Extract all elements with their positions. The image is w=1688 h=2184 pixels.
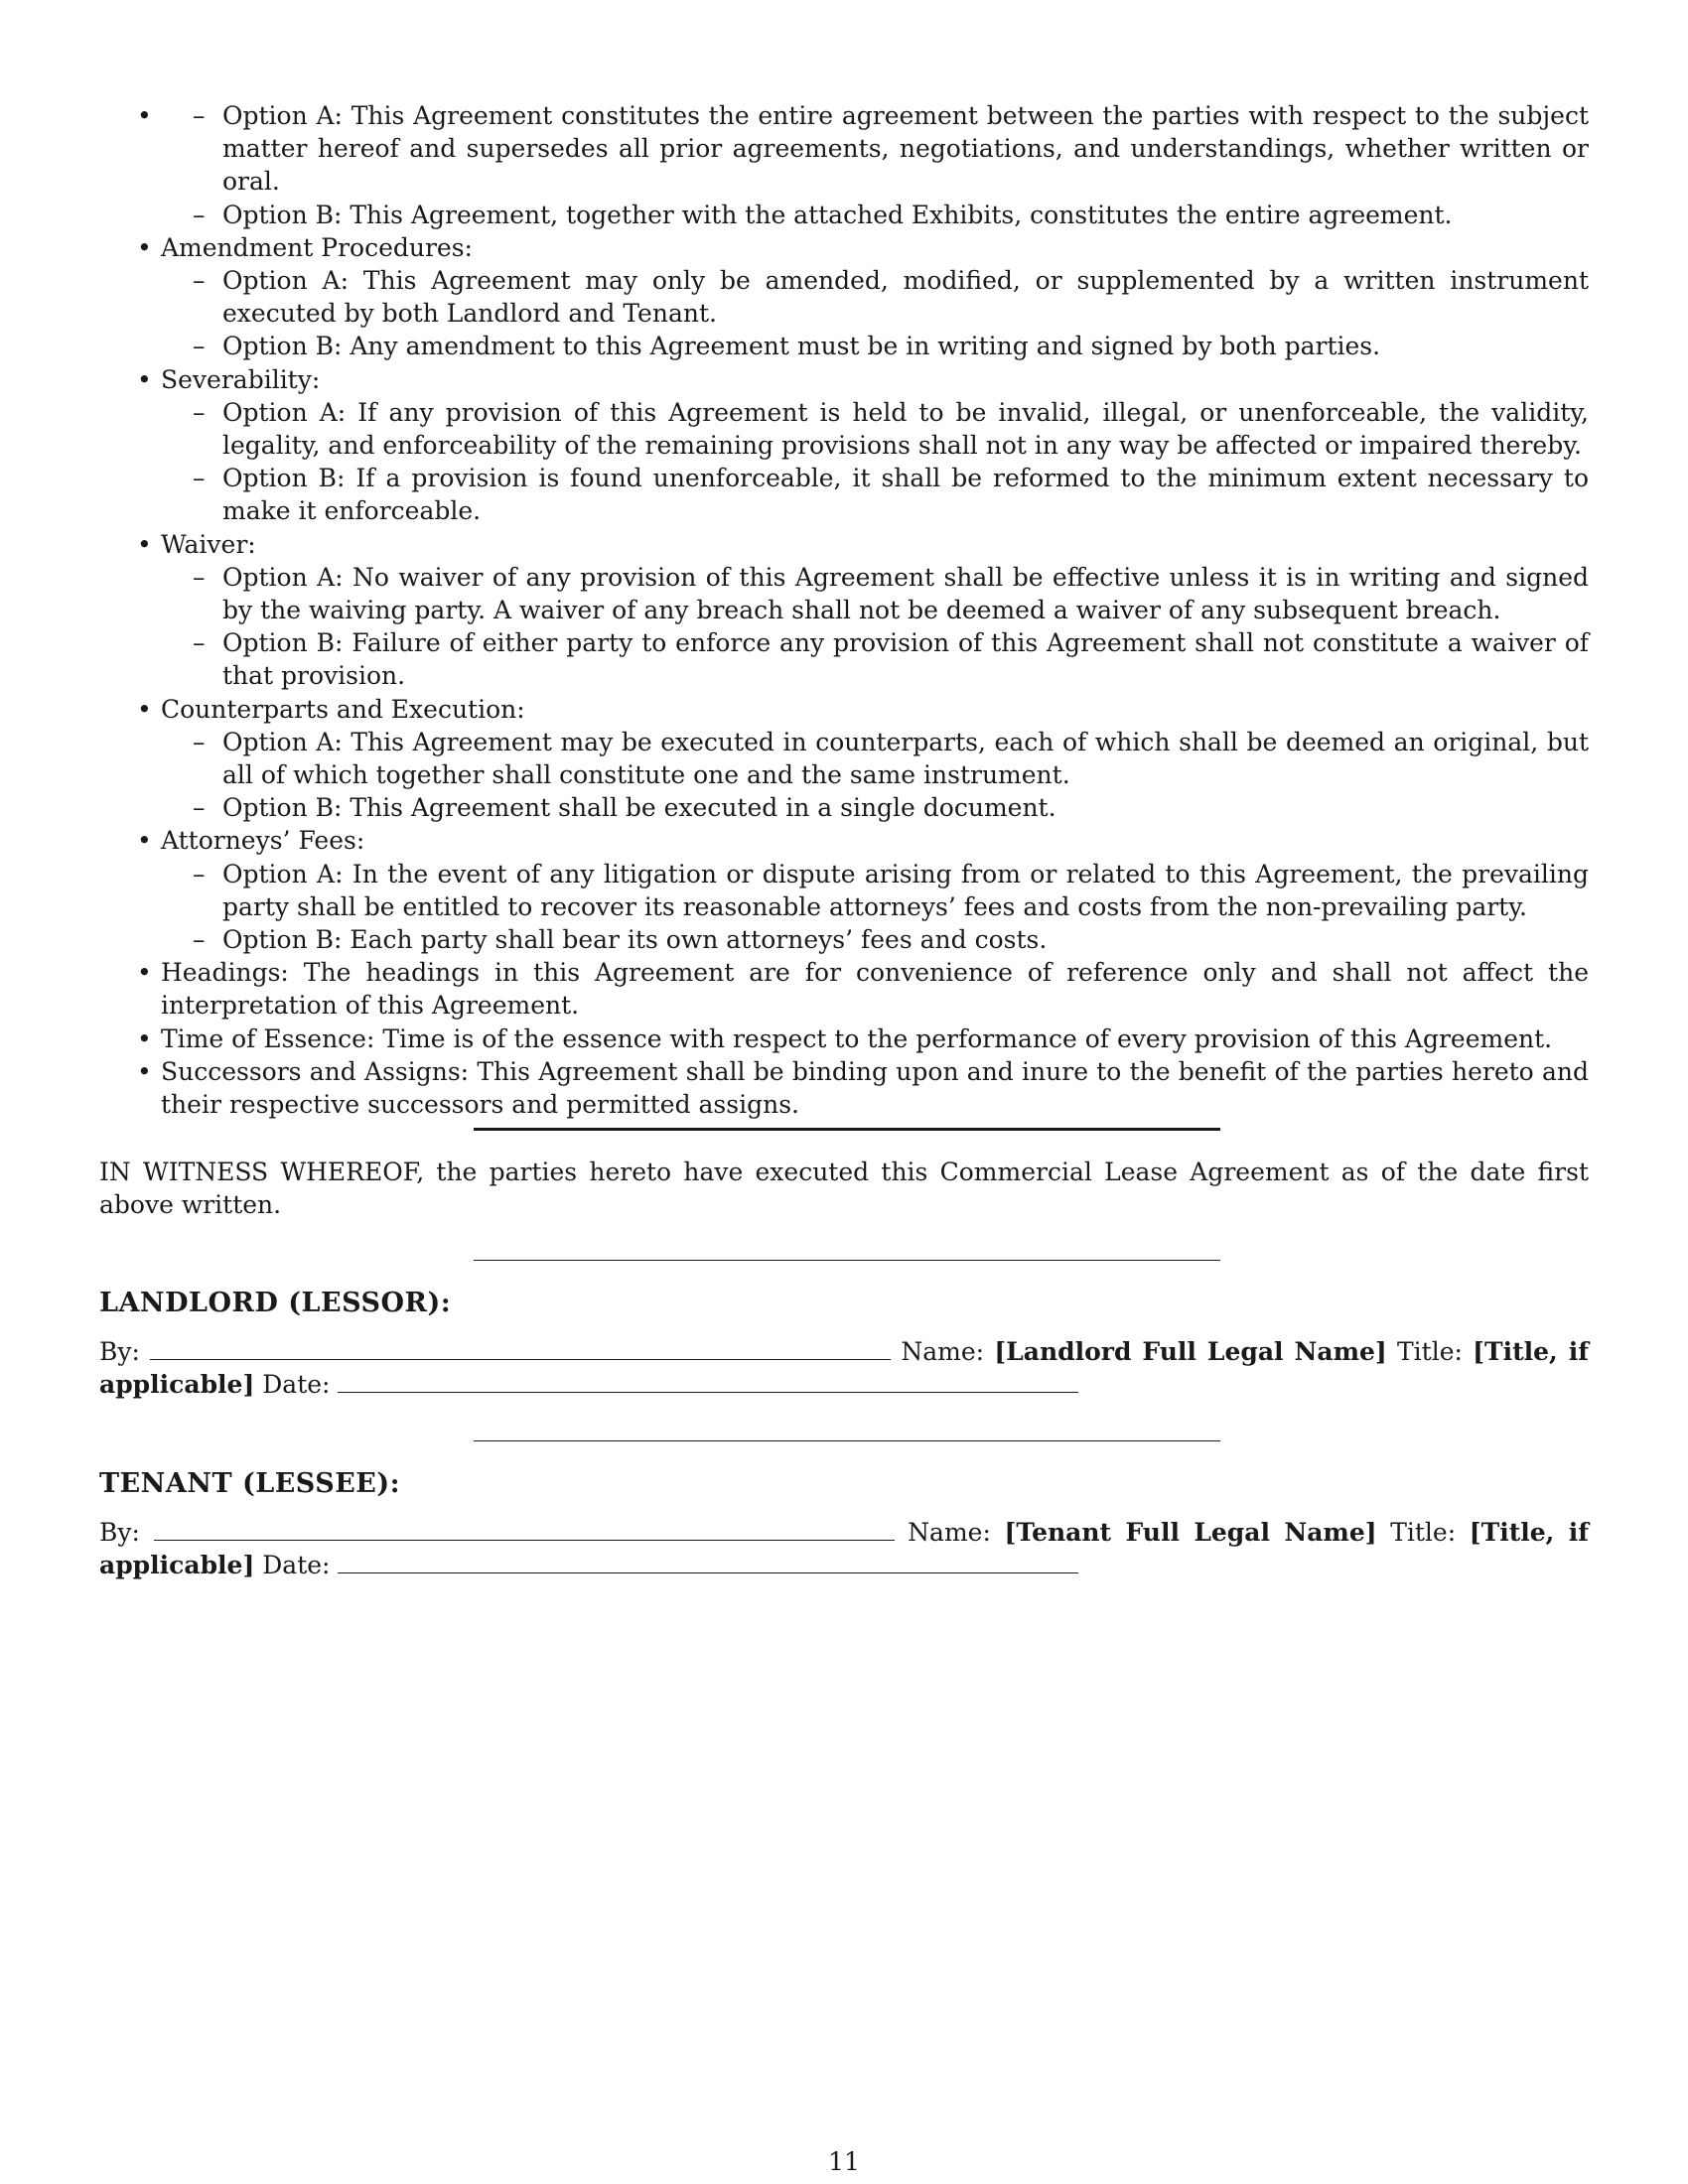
witness-statement: IN WITNESS WHEREOF, the parties hereto have executed this Commercial Lease Agreement as of the date first above written. [99,1158,1589,1220]
clause-options [161,396,1589,528]
clause-attorneys-fees [161,824,1589,956]
section-divider [474,1128,1220,1131]
date-line[interactable] [338,1370,1078,1393]
clause-severability [161,363,1589,528]
clause-options [161,99,1589,231]
option-a: – Option A: If any provision of this Agreement is held to be invalid, illegal, or unenforceable, the validity, legality, and enforceability of the remaining provisions shall not in any way be affected or impaired thereby. [222,396,1589,462]
tenant-name: [Tenant Full Legal Name] [1004,1518,1377,1547]
clause-label: Counterparts and Execution: [161,694,525,724]
clause-entire-agreement [161,99,1589,231]
signature-divider [474,1440,1220,1441]
by-label: By: [99,1337,140,1366]
clause-options [161,726,1589,825]
tenant-title: [Title, if applicable] [99,1518,1589,1580]
signature-line[interactable] [150,1337,891,1360]
signature-line[interactable] [154,1518,895,1541]
clause-label: Attorneys’ Fees: [161,826,365,856]
clause-list [99,99,1589,1121]
clause-options [161,561,1589,693]
clause-options [161,264,1589,363]
name-label: Name: [901,1337,985,1366]
name-label: Name: [908,1518,991,1547]
option-b: – Option B: Any amendment to this Agreement must be in writing and signed by both parties. [222,330,1589,362]
date-label: Date: [262,1551,331,1580]
landlord-name: [Landlord Full Legal Name] [994,1337,1387,1366]
option-b: – Option B: If a provision is found unenforceable, it shall be reformed to the minimum extent necessary to make it enforceable. [222,462,1589,527]
landlord-title: [Title, if applicable] [99,1337,1589,1400]
clause-list-container [99,99,1589,1121]
option-b: – Option B: This Agreement, together with the attached Exhibits, constitutes the entire agreement. [222,199,1589,231]
option-a: – • Option A: This Agreement constitutes the entire agreement between the parties with respect to the subject matter hereof and supersedes all prior agreements, negotiations, and understandings, whether written or oral. [222,99,1589,199]
option-a: – Option A: In the event of any litigation or dispute arising from or related to this Agreement, the prevailing party shall be entitled to recover its reasonable attorneys’ fees and costs from the non-prevailing party. [222,858,1589,923]
page-number: 11 [828,2147,860,2176]
clause-options [161,858,1589,957]
clause-successors: • Successors and Assigns: This Agreement shall be binding upon and inure to the benefit of the parties hereto and their respective successors and permitted assigns. [161,1055,1589,1121]
clause-label: Waiver: [161,529,256,559]
tenant-signature-block [99,1516,1589,1581]
option-b: – Option B: This Agreement shall be executed in a single document. [222,791,1589,824]
signature-divider [474,1260,1220,1261]
date-line[interactable] [338,1551,1078,1573]
date-label: Date: [262,1370,331,1400]
option-a: – Option A: No waiver of any provision of this Agreement shall be effective unless it is in writing and signed by the waiving party. A waiver of any breach shall not be deemed a waiver of any subsequent breach. [222,561,1589,626]
option-a: – Option A: This Agreement may only be amended, modified, or supplemented by a written instrument executed by both Landlord and Tenant. [222,264,1589,330]
clause-label: Severability: [161,364,321,394]
title-label: Title: [1397,1337,1463,1366]
clause-waiver [161,528,1589,693]
clause-amendment [161,231,1589,363]
clause-counterparts [161,693,1589,825]
landlord-heading: LANDLORD (LESSOR): [99,1288,452,1318]
clause-label: Amendment Procedures: [161,232,473,262]
tenant-heading: TENANT (LESSEE): [99,1468,401,1499]
title-label: Title: [1390,1518,1457,1547]
clause-time-of-essence: • Time of Essence: Time is of the essence with respect to the performance of every provision of this Agreement. [161,1023,1589,1055]
option-b: – Option B: Each party shall bear its own attorneys’ fees and costs. [222,923,1589,956]
option-b: – Option B: Failure of either party to enforce any provision of this Agreement shall not constitute a waiver of that provision. [222,626,1589,692]
landlord-signature-block [99,1335,1589,1401]
option-a: – Option A: This Agreement may be executed in counterparts, each of which shall be deemed an original, but all of which together shall constitute one and the same instrument. [222,726,1589,791]
clause-headings: • Headings: The headings in this Agreement are for convenience of reference only and shall not affect the interpretation of this Agreement. [161,956,1589,1022]
by-label: By: [99,1518,140,1547]
